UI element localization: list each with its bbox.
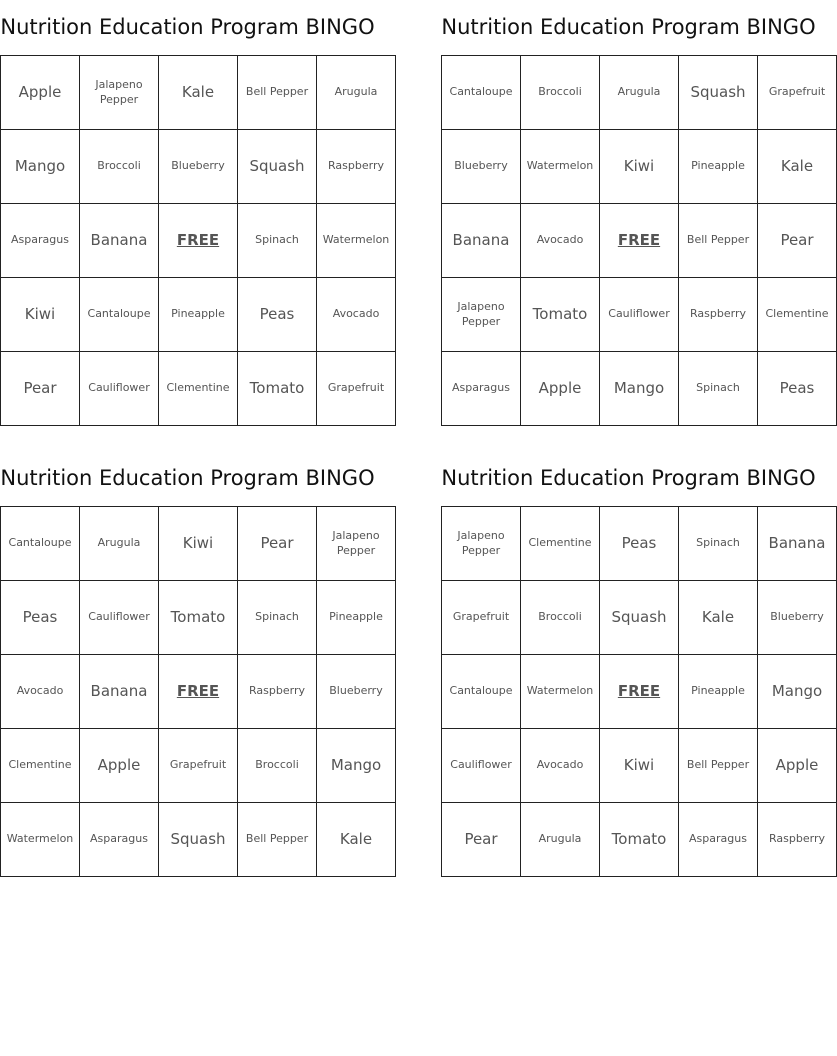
bingo-square: Pear: [238, 507, 317, 581]
bingo-square: Arugula: [521, 803, 600, 877]
card-title: Nutrition Education Program BINGO: [441, 15, 816, 39]
bingo-square: Raspberry: [238, 655, 317, 729]
bingo-square: Watermelon: [521, 655, 600, 729]
bingo-square: Raspberry: [679, 278, 758, 352]
bingo-square: Mango: [317, 729, 396, 803]
bingo-square: Avocado: [1, 655, 80, 729]
bingo-square: Watermelon: [317, 204, 396, 278]
bingo-square: Avocado: [521, 204, 600, 278]
bingo-grid: [441, 506, 837, 877]
bingo-square: Grapefruit: [758, 56, 837, 130]
bingo-square: Apple: [521, 352, 600, 426]
bingo-square: Jalapeno Pepper: [80, 56, 159, 130]
bingo-square: Cauliflower: [600, 278, 679, 352]
bingo-square: Clementine: [758, 278, 837, 352]
bingo-square: Cantaloupe: [1, 507, 80, 581]
bingo-square: Cauliflower: [80, 581, 159, 655]
bingo-square: Grapefruit: [159, 729, 238, 803]
bingo-square: Squash: [600, 581, 679, 655]
bingo-square: Cauliflower: [80, 352, 159, 426]
free-space: FREE: [600, 204, 679, 278]
bingo-row: [442, 204, 837, 278]
bingo-square: Bell Pepper: [238, 803, 317, 877]
free-space: FREE: [159, 655, 238, 729]
bingo-square: Kale: [758, 130, 837, 204]
bingo-square: Peas: [238, 278, 317, 352]
bingo-square: Cantaloupe: [442, 655, 521, 729]
bingo-square: Broccoli: [521, 56, 600, 130]
bingo-square: Cauliflower: [442, 729, 521, 803]
bingo-square: Asparagus: [80, 803, 159, 877]
bingo-row: [442, 729, 837, 803]
bingo-square: Squash: [238, 130, 317, 204]
bingo-square: Kiwi: [600, 729, 679, 803]
bingo-grid: [441, 55, 837, 426]
bingo-row: [442, 352, 837, 426]
free-space: FREE: [600, 655, 679, 729]
bingo-square: Broccoli: [80, 130, 159, 204]
bingo-square: Spinach: [238, 581, 317, 655]
bingo-square: Kiwi: [1, 278, 80, 352]
bingo-square: Pineapple: [679, 130, 758, 204]
bingo-row: [1, 278, 396, 352]
bingo-square: Arugula: [600, 56, 679, 130]
bingo-row: [442, 507, 837, 581]
bingo-row: [1, 130, 396, 204]
free-space: FREE: [159, 204, 238, 278]
bingo-square: Bell Pepper: [679, 729, 758, 803]
bingo-square: Kale: [679, 581, 758, 655]
bingo-row: [1, 352, 396, 426]
bingo-square: Apple: [758, 729, 837, 803]
card-title: Nutrition Education Program BINGO: [441, 466, 816, 490]
bingo-square: Mango: [1, 130, 80, 204]
bingo-square: Banana: [442, 204, 521, 278]
bingo-square: Banana: [80, 204, 159, 278]
bingo-square: Peas: [1, 581, 80, 655]
bingo-row: [1, 56, 396, 130]
bingo-square: Asparagus: [679, 803, 758, 877]
bingo-square: Jalapeno Pepper: [442, 278, 521, 352]
bingo-square: Tomato: [159, 581, 238, 655]
bingo-row: [442, 803, 837, 877]
bingo-row: [442, 130, 837, 204]
bingo-square: Pear: [1, 352, 80, 426]
bingo-square: Broccoli: [238, 729, 317, 803]
bingo-row: [1, 729, 396, 803]
bingo-square: Bell Pepper: [238, 56, 317, 130]
bingo-square: Clementine: [159, 352, 238, 426]
bingo-square: Pear: [758, 204, 837, 278]
bingo-grid: [0, 55, 396, 426]
bingo-square: Watermelon: [1, 803, 80, 877]
bingo-square: Watermelon: [521, 130, 600, 204]
bingo-square: Squash: [679, 56, 758, 130]
bingo-square: Jalapeno Pepper: [442, 507, 521, 581]
bingo-square: Peas: [600, 507, 679, 581]
bingo-square: Bell Pepper: [679, 204, 758, 278]
bingo-row: [1, 581, 396, 655]
bingo-row: [1, 803, 396, 877]
bingo-square: Grapefruit: [317, 352, 396, 426]
bingo-square: Pineapple: [317, 581, 396, 655]
bingo-row: [1, 204, 396, 278]
bingo-square: Clementine: [1, 729, 80, 803]
bingo-square: Spinach: [679, 352, 758, 426]
bingo-square: Banana: [758, 507, 837, 581]
bingo-square: Arugula: [80, 507, 159, 581]
bingo-square: Kiwi: [159, 507, 238, 581]
bingo-square: Mango: [758, 655, 837, 729]
bingo-square: Spinach: [238, 204, 317, 278]
bingo-square: Apple: [1, 56, 80, 130]
bingo-square: Blueberry: [442, 130, 521, 204]
bingo-square: Kale: [159, 56, 238, 130]
bingo-square: Mango: [600, 352, 679, 426]
bingo-square: Asparagus: [442, 352, 521, 426]
bingo-square: Banana: [80, 655, 159, 729]
bingo-square: Raspberry: [758, 803, 837, 877]
bingo-row: [1, 507, 396, 581]
bingo-square: Avocado: [317, 278, 396, 352]
card-title: Nutrition Education Program BINGO: [0, 15, 375, 39]
bingo-square: Asparagus: [1, 204, 80, 278]
bingo-square: Arugula: [317, 56, 396, 130]
bingo-square: Apple: [80, 729, 159, 803]
bingo-row: [442, 581, 837, 655]
bingo-square: Cantaloupe: [80, 278, 159, 352]
bingo-square: Spinach: [679, 507, 758, 581]
bingo-square: Squash: [159, 803, 238, 877]
bingo-square: Pineapple: [679, 655, 758, 729]
bingo-square: Kiwi: [600, 130, 679, 204]
bingo-square: Tomato: [600, 803, 679, 877]
bingo-square: Raspberry: [317, 130, 396, 204]
bingo-square: Pear: [442, 803, 521, 877]
bingo-square: Tomato: [238, 352, 317, 426]
bingo-square: Clementine: [521, 507, 600, 581]
bingo-row: [442, 278, 837, 352]
bingo-square: Avocado: [521, 729, 600, 803]
bingo-square: Broccoli: [521, 581, 600, 655]
bingo-square: Blueberry: [758, 581, 837, 655]
bingo-square: Kale: [317, 803, 396, 877]
bingo-row: [1, 655, 396, 729]
bingo-square: Blueberry: [317, 655, 396, 729]
bingo-grid: [0, 506, 396, 877]
bingo-square: Grapefruit: [442, 581, 521, 655]
bingo-square: Peas: [758, 352, 837, 426]
bingo-row: [442, 655, 837, 729]
bingo-square: Jalapeno Pepper: [317, 507, 396, 581]
bingo-square: Blueberry: [159, 130, 238, 204]
bingo-square: Tomato: [521, 278, 600, 352]
bingo-square: Cantaloupe: [442, 56, 521, 130]
bingo-square: Pineapple: [159, 278, 238, 352]
card-title: Nutrition Education Program BINGO: [0, 466, 375, 490]
bingo-row: [442, 56, 837, 130]
